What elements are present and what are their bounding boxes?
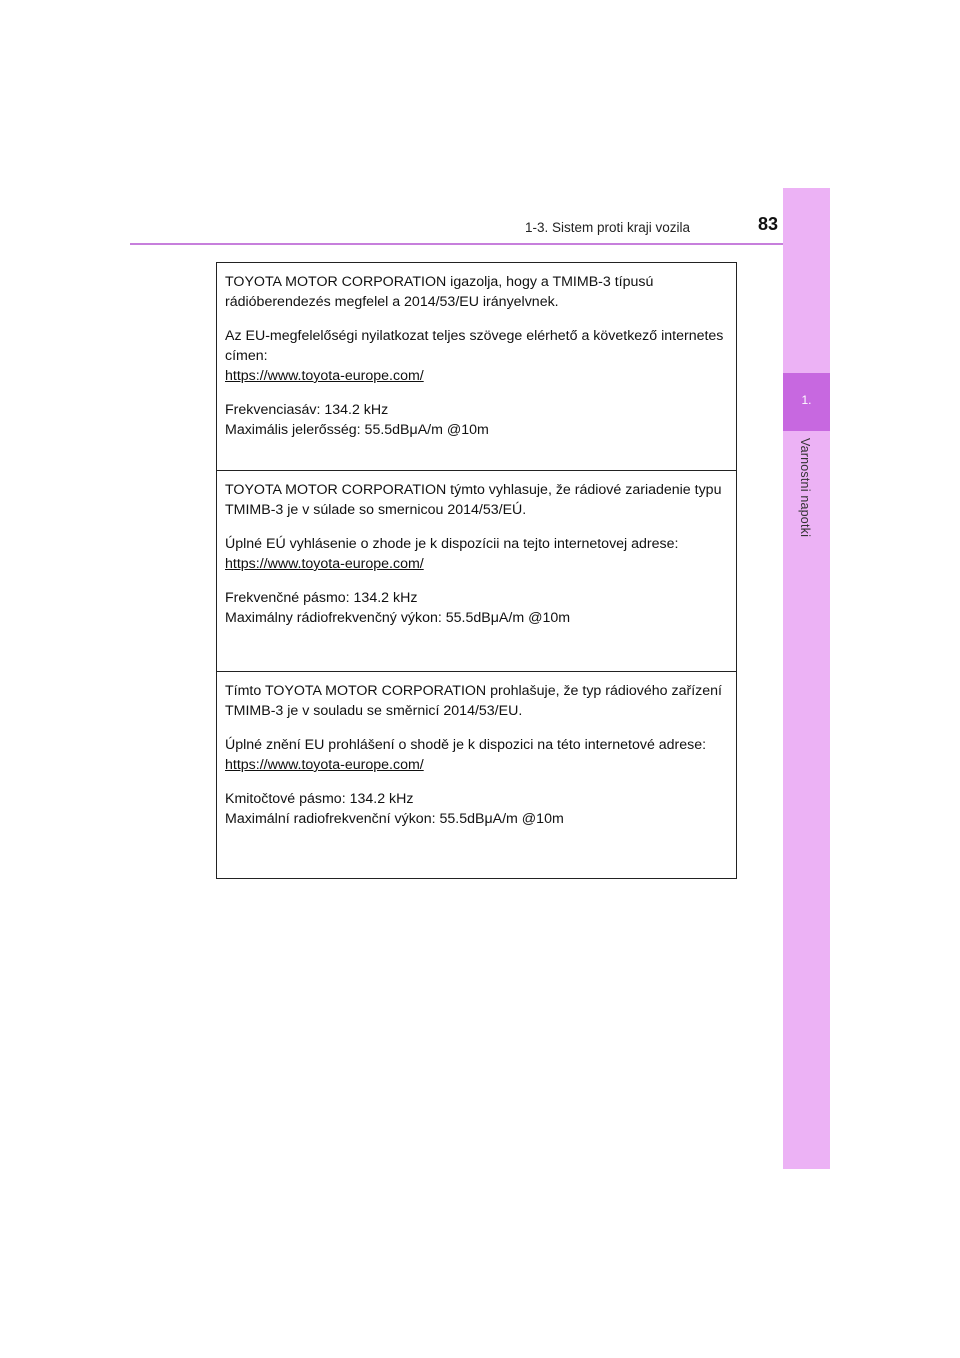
chapter-number: 1.	[801, 393, 812, 407]
chapter-label: Varnostni napotki	[798, 438, 812, 538]
declaration-availability: Úplné EÚ vyhlásenie o zhode je k dispozícii na tejto internetovej adrese:	[225, 536, 679, 552]
chapter-side-tab	[783, 188, 830, 1169]
frequency-band: Frekvenciasáv: 134.2 kHz	[225, 402, 389, 418]
frequency-band: Kmitočtové pásmo: 134.2 kHz	[225, 791, 414, 807]
declaration-statement: TOYOTA MOTOR CORPORATION igazolja, hogy a TMIMB-3 típusú rádióberendezés megfelel a 2014/53/EU irányelvnek.	[225, 274, 654, 310]
section-title: 1-3. Sistem proti kraji vozila	[524, 220, 690, 235]
declaration-czech	[217, 671, 736, 878]
declaration-url-link[interactable]: https://www.toyota-europe.com/	[225, 757, 424, 773]
frequency-band: Frekvenčné pásmo: 134.2 kHz	[225, 590, 418, 606]
declaration-statement: Tímto TOYOTA MOTOR CORPORATION prohlašuje, že typ rádiového zařízení TMIMB-3 je v souladu se směrnicí 2014/53/EU.	[225, 683, 722, 719]
page-number: 83	[757, 214, 778, 234]
declaration-availability: Úplné znění EU prohlášení o shodě je k dispozici na této internetové adrese:	[225, 737, 707, 753]
declaration-availability: Az EU-megfelelőségi nyilatkozat teljes szövege elérhető a következő internetes címen:	[225, 328, 724, 364]
header-divider	[130, 243, 830, 245]
max-power: Maximální radiofrekvenční výkon: 55.5dBμA/m @10m	[225, 811, 564, 827]
declaration-hungarian	[217, 263, 736, 470]
declaration-url-link[interactable]: https://www.toyota-europe.com/	[225, 368, 424, 384]
max-power: Maximális jelerősség: 55.5dBμA/m @10m	[225, 422, 489, 438]
declaration-slovak	[217, 470, 736, 671]
max-power: Maximálny rádiofrekvenčný výkon: 55.5dBμA/m @10m	[225, 610, 571, 626]
declaration-box	[216, 262, 737, 879]
declaration-url-link[interactable]: https://www.toyota-europe.com/	[225, 556, 424, 572]
declaration-statement: TOYOTA MOTOR CORPORATION týmto vyhlasuje, že rádiové zariadenie typu TMIMB-3 je v súlade so smernicou 2014/53/EÚ.	[225, 482, 722, 518]
